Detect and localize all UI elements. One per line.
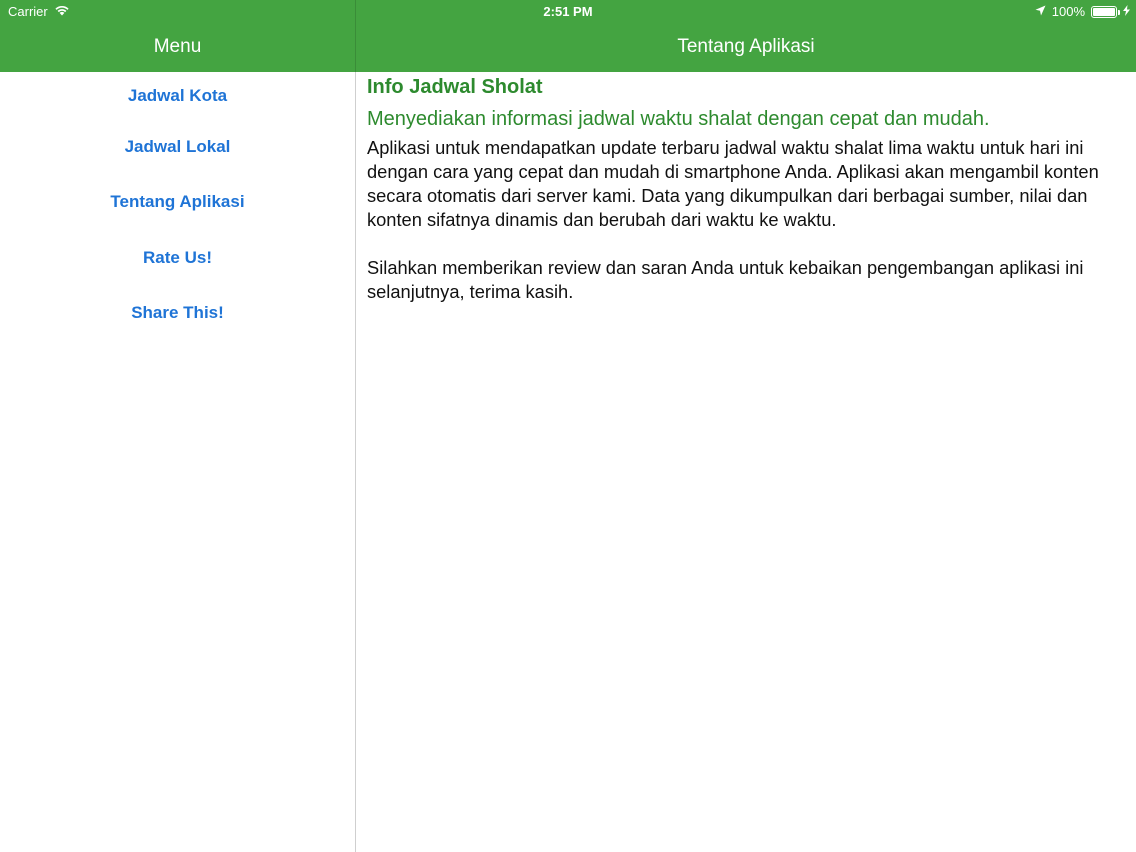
content-paragraph-1: Aplikasi untuk mendapatkan update terbaru jadwal waktu shalat lima waktu untuk hari ini dengan cara yang cepat dan mudah di smartphone Anda. Aplikasi akan mengambil konten secara otomatis dari server kami. Data yang dikumpulkan dari berbagai sumber, nilai dan konten sifatnya dinamis dan berubah dari waktu ke waktu. <box>367 137 1099 230</box>
content-title: Info Jadwal Sholat <box>367 76 543 98</box>
detail-nav-bar <box>356 22 1136 72</box>
menu-item-share-this[interactable] <box>0 286 355 342</box>
menu-nav-bar <box>0 22 355 72</box>
menu-item-jadwal-kota[interactable] <box>0 72 355 119</box>
carrier-label: Carrier <box>8 4 48 19</box>
menu-item-jadwal-lokal[interactable] <box>0 119 355 175</box>
menu-item-rate-us[interactable] <box>0 230 355 286</box>
menu-item-tentang-aplikasi[interactable] <box>0 175 355 231</box>
charging-bolt-icon <box>1123 4 1130 19</box>
battery-icon <box>1091 6 1117 18</box>
menu-item-label: Jadwal Kota <box>127 85 228 105</box>
menu-item-label: Share This! <box>131 303 224 323</box>
menu-nav-title: Menu <box>153 36 202 57</box>
split-divider <box>355 0 356 852</box>
battery-percent: 100% <box>1051 4 1085 19</box>
content-subtitle: Menyediakan informasi jadwal waktu shalat dengan cepat dan mudah. <box>367 108 990 130</box>
content-paragraph-2: Silahkan memberikan review dan saran Anda untuk kebaikan pengembangan aplikasi ini selanjutnya, terima kasih. <box>367 257 1084 302</box>
about-content <box>367 72 1127 304</box>
status-time: 2:51 PM <box>543 4 593 19</box>
battery-level-fill <box>1093 8 1115 16</box>
location-arrow-icon <box>1035 4 1046 19</box>
status-bar <box>0 0 1136 22</box>
status-bar-right <box>1035 4 1130 19</box>
menu-item-label: Rate Us! <box>143 247 212 267</box>
detail-nav-title: Tentang Aplikasi <box>677 36 815 57</box>
sidebar-menu <box>0 72 355 341</box>
menu-item-label: Tentang Aplikasi <box>110 192 245 212</box>
menu-item-label: Jadwal Lokal <box>124 136 231 156</box>
